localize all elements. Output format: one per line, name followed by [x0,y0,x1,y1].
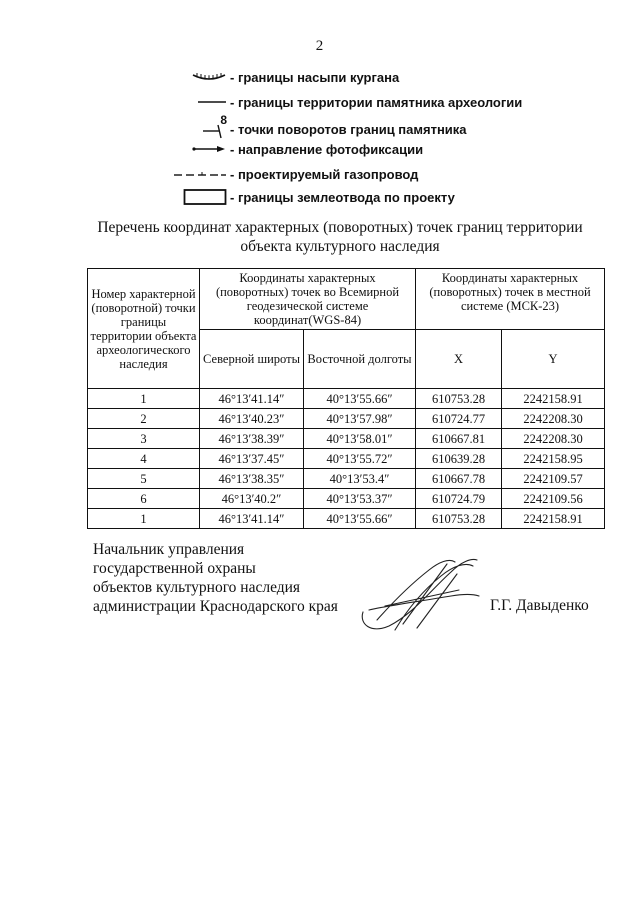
legend-item-mound [165,67,399,87]
cell-n: 1 [88,509,200,529]
territory-boundary-icon [165,92,227,112]
table-row [88,469,605,489]
coords-title-line: объекта культурного наследия [240,238,440,255]
signer-name: Г.Г. Давыденко [490,597,589,614]
signatory-title-line: государственной охраны [93,560,256,577]
legend-item-gas-pipeline [165,164,418,184]
cell-x: 610753.28 [416,509,502,529]
table-row [88,449,605,469]
table-row [88,489,605,509]
cell-lon: 40°13′55.66″ [304,389,416,409]
cell-x: 610667.81 [416,429,502,449]
legend-text: - границы территории памятника археологии [230,94,523,110]
cell-x: 610639.28 [416,449,502,469]
dashed-line-icon [165,164,227,184]
cell-lon: 40°13′58.01″ [304,429,416,449]
cell-x: 610667.78 [416,469,502,489]
cell-x: 610724.79 [416,489,502,509]
cell-lon: 40°13′55.66″ [304,509,416,529]
cell-y: 2242208.30 [502,409,605,429]
signatory-title-line: администрации Краснодарского края [93,598,338,615]
turning-point-label: 8 [220,113,227,127]
table-row [88,509,605,529]
cell-lon: 40°13′57.98″ [304,409,416,429]
cell-y: 2242109.57 [502,469,605,489]
cell-x: 610724.77 [416,409,502,429]
cell-x: 610753.28 [416,389,502,409]
rectangle-icon [165,187,227,207]
legend-text: - направление фотофиксации [230,141,424,157]
table-header-row [88,269,605,330]
handwritten-signature [355,550,485,640]
legend-item-turning-points [165,113,467,139]
cell-n: 4 [88,449,200,469]
header-y: Y [502,330,605,389]
header-x: X [416,330,502,389]
cell-n: 2 [88,409,200,429]
header-local-group: Координаты характерных (поворотных) точек в местной системе (МСК-23) [416,269,605,330]
coords-title [80,218,600,256]
cell-n: 3 [88,429,200,449]
cell-lat: 46°13′40.2″ [200,489,304,509]
legend-text: - границы насыпи кургана [230,69,400,85]
table-row [88,429,605,449]
cell-lon: 40°13′53.37″ [304,489,416,509]
cell-n: 6 [88,489,200,509]
header-north-latitude: Северной широты [200,330,304,389]
cell-lat: 46°13′41.14″ [200,509,304,529]
turning-point-icon [165,113,227,139]
cell-n: 5 [88,469,200,489]
legend-item-land-allotment [165,187,455,207]
cell-lat: 46°13′38.39″ [200,429,304,449]
cell-lat: 46°13′40.23″ [200,409,304,429]
cell-lat: 46°13′37.45″ [200,449,304,469]
cell-lat: 46°13′38.35″ [200,469,304,489]
cell-lon: 40°13′55.72″ [304,449,416,469]
legend-item-photo-direction [165,139,423,159]
legend-text: - проектируемый газопровод [230,166,419,182]
cell-y: 2242158.91 [502,509,605,529]
signatory-title-line: Начальник управления [93,541,245,558]
cell-y: 2242208.30 [502,429,605,449]
legend [0,0,639,210]
coordinates-table [87,268,605,529]
legend-text: - точки поворотов границ памятника [230,121,467,137]
table-row [88,409,605,429]
arrow-right-icon [165,139,227,159]
legend-item-territory [165,92,522,112]
cell-lat: 46°13′41.14″ [200,389,304,409]
cell-y: 2242158.95 [502,449,605,469]
cell-y: 2242158.91 [502,389,605,409]
coords-title-line: Перечень координат характерных (поворотных) точек границ территории [97,219,583,236]
mound-boundary-icon [165,67,227,87]
signatory-title [93,540,338,616]
header-east-longitude: Восточной долготы [304,330,416,389]
page-number: 2 [315,38,324,54]
table-row [88,389,605,409]
cell-lon: 40°13′53.4″ [304,469,416,489]
header-point-number: Номер характерной (поворотной) точки границы территории объекта археологического наследия [88,269,200,389]
header-wgs-group: Координаты характерных (поворотных) точек во Всемирной геодезической системе координат(WGS-84) [200,269,416,330]
cell-y: 2242109.56 [502,489,605,509]
signatory-title-line: объектов культурного наследия [93,579,301,596]
legend-text: - границы землеотвода по проекту [230,189,455,205]
cell-n: 1 [88,389,200,409]
